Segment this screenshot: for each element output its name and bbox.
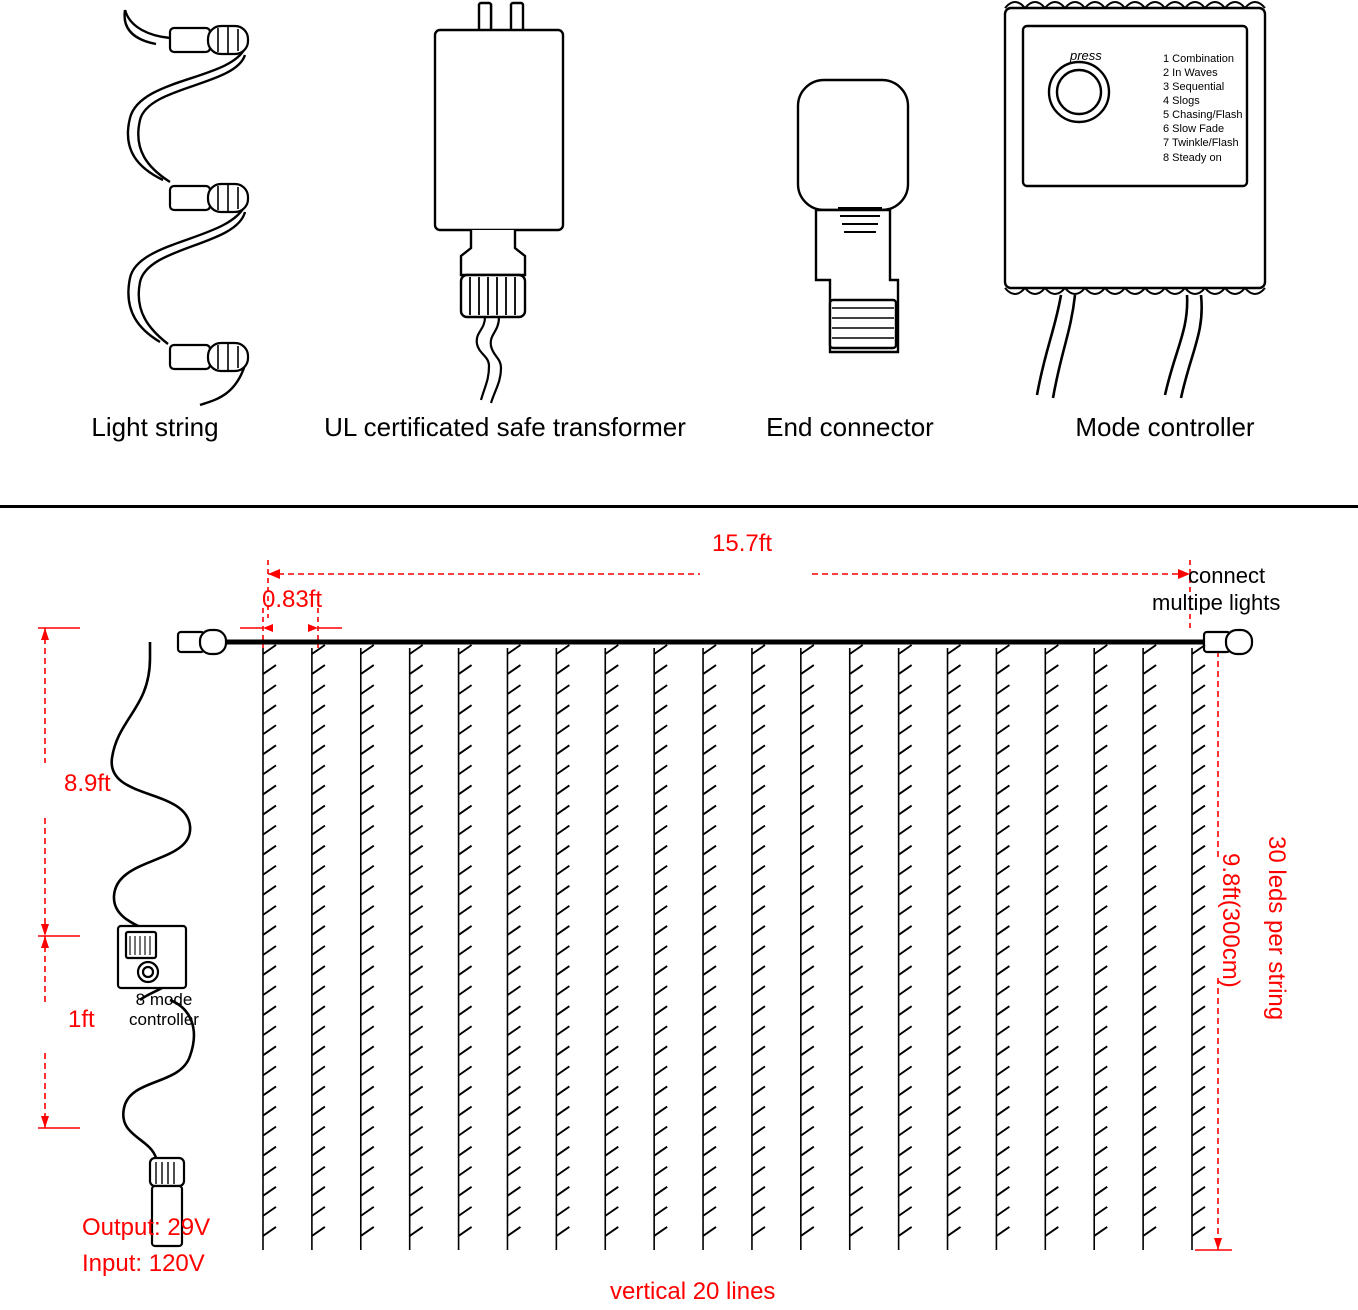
component-label: End connector	[766, 412, 934, 442]
mode-item: 6 Slow Fade	[1163, 123, 1225, 136]
mode-item: 4 Slogs	[1163, 95, 1200, 108]
component-end-connector	[730, 0, 970, 470]
end-connector-icon	[730, 0, 970, 410]
diagram-svg	[0, 508, 1358, 1310]
connect-note-line2: multipe lights	[1152, 590, 1281, 615]
component-label: Light string	[91, 412, 219, 442]
mode-item: 5 Chasing/Flash	[1163, 109, 1243, 122]
width-dimension-label: 15.7ft	[712, 530, 773, 557]
leds-per-string-label: 30 leds per string	[1263, 836, 1290, 1021]
component-mode-controller	[975, 0, 1355, 470]
press-label: press	[1070, 48, 1102, 63]
output-voltage-label: Output: 29V	[82, 1214, 211, 1241]
curtain-light-diagram	[0, 508, 1358, 1310]
component-light-string	[30, 0, 280, 470]
component-transformer	[285, 0, 725, 470]
mode-item: 8 Steady on	[1163, 151, 1222, 164]
component-label: Mode controller	[1075, 412, 1255, 442]
mode-controller-icon	[975, 0, 1355, 410]
light-string-icon	[30, 0, 280, 410]
string-length-label: 9.8ft(300cm)	[1217, 853, 1244, 988]
mini-controller-caption-line2: controller	[129, 1009, 199, 1029]
mode-item: 1 Combination	[1163, 53, 1234, 65]
drop-length-label: 1ft	[68, 1006, 95, 1033]
components-row	[0, 0, 1358, 500]
connect-note-line1: connect	[1188, 563, 1266, 588]
component-label: UL certificated safe transformer	[324, 412, 686, 442]
mini-controller-caption-line1: 8 mode	[135, 990, 193, 1009]
spacing-dimension-label: 0.83ft	[262, 586, 323, 613]
mini-controller-caption	[118, 990, 210, 1029]
transformer-icon	[285, 0, 725, 410]
vertical-lines-label: vertical 20 lines	[610, 1278, 776, 1305]
mode-item: 3 Sequential	[1163, 81, 1225, 94]
input-voltage-label: Input: 120V	[82, 1250, 205, 1277]
mode-item: 2 In Waves	[1163, 67, 1218, 80]
lead-length-label: 8.9ft	[64, 770, 111, 797]
mode-list	[1163, 52, 1243, 165]
mode-item: 7 Twinkle/Flash	[1163, 137, 1239, 150]
